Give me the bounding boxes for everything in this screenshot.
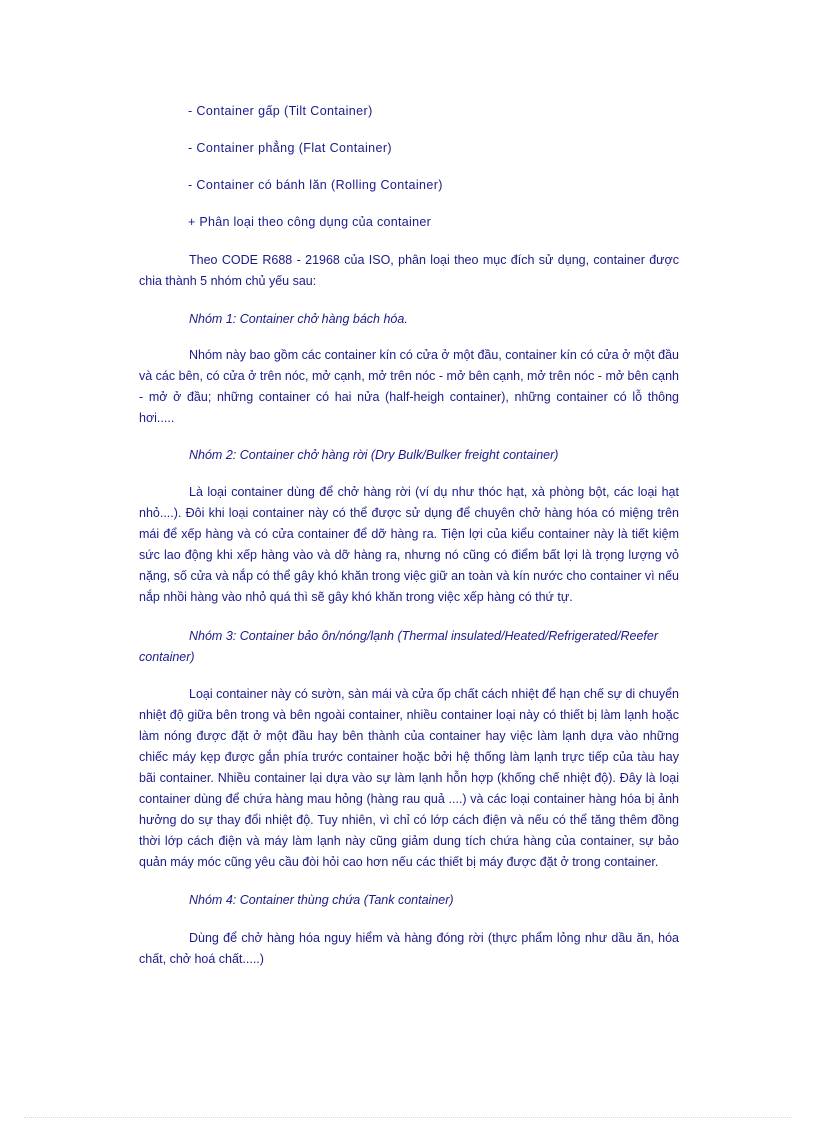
group-4-body: Dùng để chở hàng hóa nguy hiểm và hàng đóng rời (thực phẩm lỏng như dầu ăn, hóa chất, chở hoá chất.....): [139, 931, 679, 966]
classification-heading: + Phân loại theo công dụng của container: [188, 215, 432, 229]
group-1-body: Nhóm này bao gồm các container kín có cửa ở một đầu, container kín có cửa ở một đầu và các bên, có cửa ở trên nóc, mở cạnh, mở trên nóc - mở bên cạnh, mở trên nóc - mở bên cạnh - mở ở đầu; những container có hai nửa (half-heigh container), những container có lỗ thông hơi.....: [139, 348, 679, 425]
group-3-title: Nhóm 3: Container bảo ôn/nóng/lạnh (Thermal insulated/Heated/Refrigerated/Reefer container): [139, 629, 659, 664]
group-2-body: Là loại container dùng để chở hàng rời (ví dụ như thóc hạt, xà phòng bột, các loại hạt nhỏ....). Đôi khi loại container này có thể được sử dụng để chuyên chở hàng hóa có miệng trên mái để xếp hàng và có cửa container để dỡ hàng ra. Tiện lợi của kiểu container này là tiết kiệm sức lao động khi xếp hàng vào và dỡ hàng ra, nhưng nó cũng có điểm bất lợi là trọng lượng vỏ nặng, số cửa và nắp có thể gây khó khăn trong việc giữ an toàn và kín nước cho container vì nếu nắp nhồi hàng vào nhỏ quá thì sẽ gây khó khăn trong việc xếp hàng có thứ tự.: [139, 485, 679, 604]
bullet-tilt-container: - Container gấp (Tilt Container): [188, 104, 373, 118]
group-2-title: Nhóm 2: Container chở hàng rời (Dry Bulk/Bulker freight container): [189, 448, 559, 462]
bullet-flat-container: - Container phẳng (Flat Container): [188, 141, 392, 155]
group-3-body: Loại container này có sườn, sàn mái và cửa ốp chất cách nhiệt để hạn chế sự di chuyển nhiệt độ giữa bên trong và bên ngoài container, nhiều container loại này có thiết bị làm lạnh hoặc làm nóng được đặt ở một đầu hay bên thành của container hay việc làm lạnh dựa vào những chiếc máy kẹp được gắn phía trước container hoặc bởi hệ thống làm lạnh trực tiếp của tàu hay bãi container. Nhiều container lại dựa vào sự làm lạnh hỗn hợp (khống chế nhiệt độ). Đây là loại container dùng để chứa hàng mau hỏng (hàng rau quả ....) và các loại container hàng hóa bị ảnh hưởng do sự thay đổi nhiệt độ. Tuy nhiên, vì chỉ có lớp cách điện và nếu có thể tăng thêm đồng thời lớp cách điện và máy làm lạnh này cũng giảm dung tích chứa hàng của container, sự bảo quản máy móc cũng yêu cầu đòi hỏi cao hơn nếu các thiết bị máy được đặt ở trong container.: [139, 687, 679, 869]
group-1-title: Nhóm 1: Container chở hàng bách hóa.: [189, 312, 408, 326]
group-4-title: Nhóm 4: Container thùng chứa (Tank container): [189, 893, 454, 907]
bullet-rolling-container: - Container có bánh lăn (Rolling Container): [188, 178, 443, 192]
page-bottom-divider: [24, 1117, 792, 1118]
intro-paragraph: Theo CODE R688 - 21968 của ISO, phân loại theo mục đích sử dụng, container được chia thành 5 nhóm chủ yếu sau:: [139, 253, 679, 288]
